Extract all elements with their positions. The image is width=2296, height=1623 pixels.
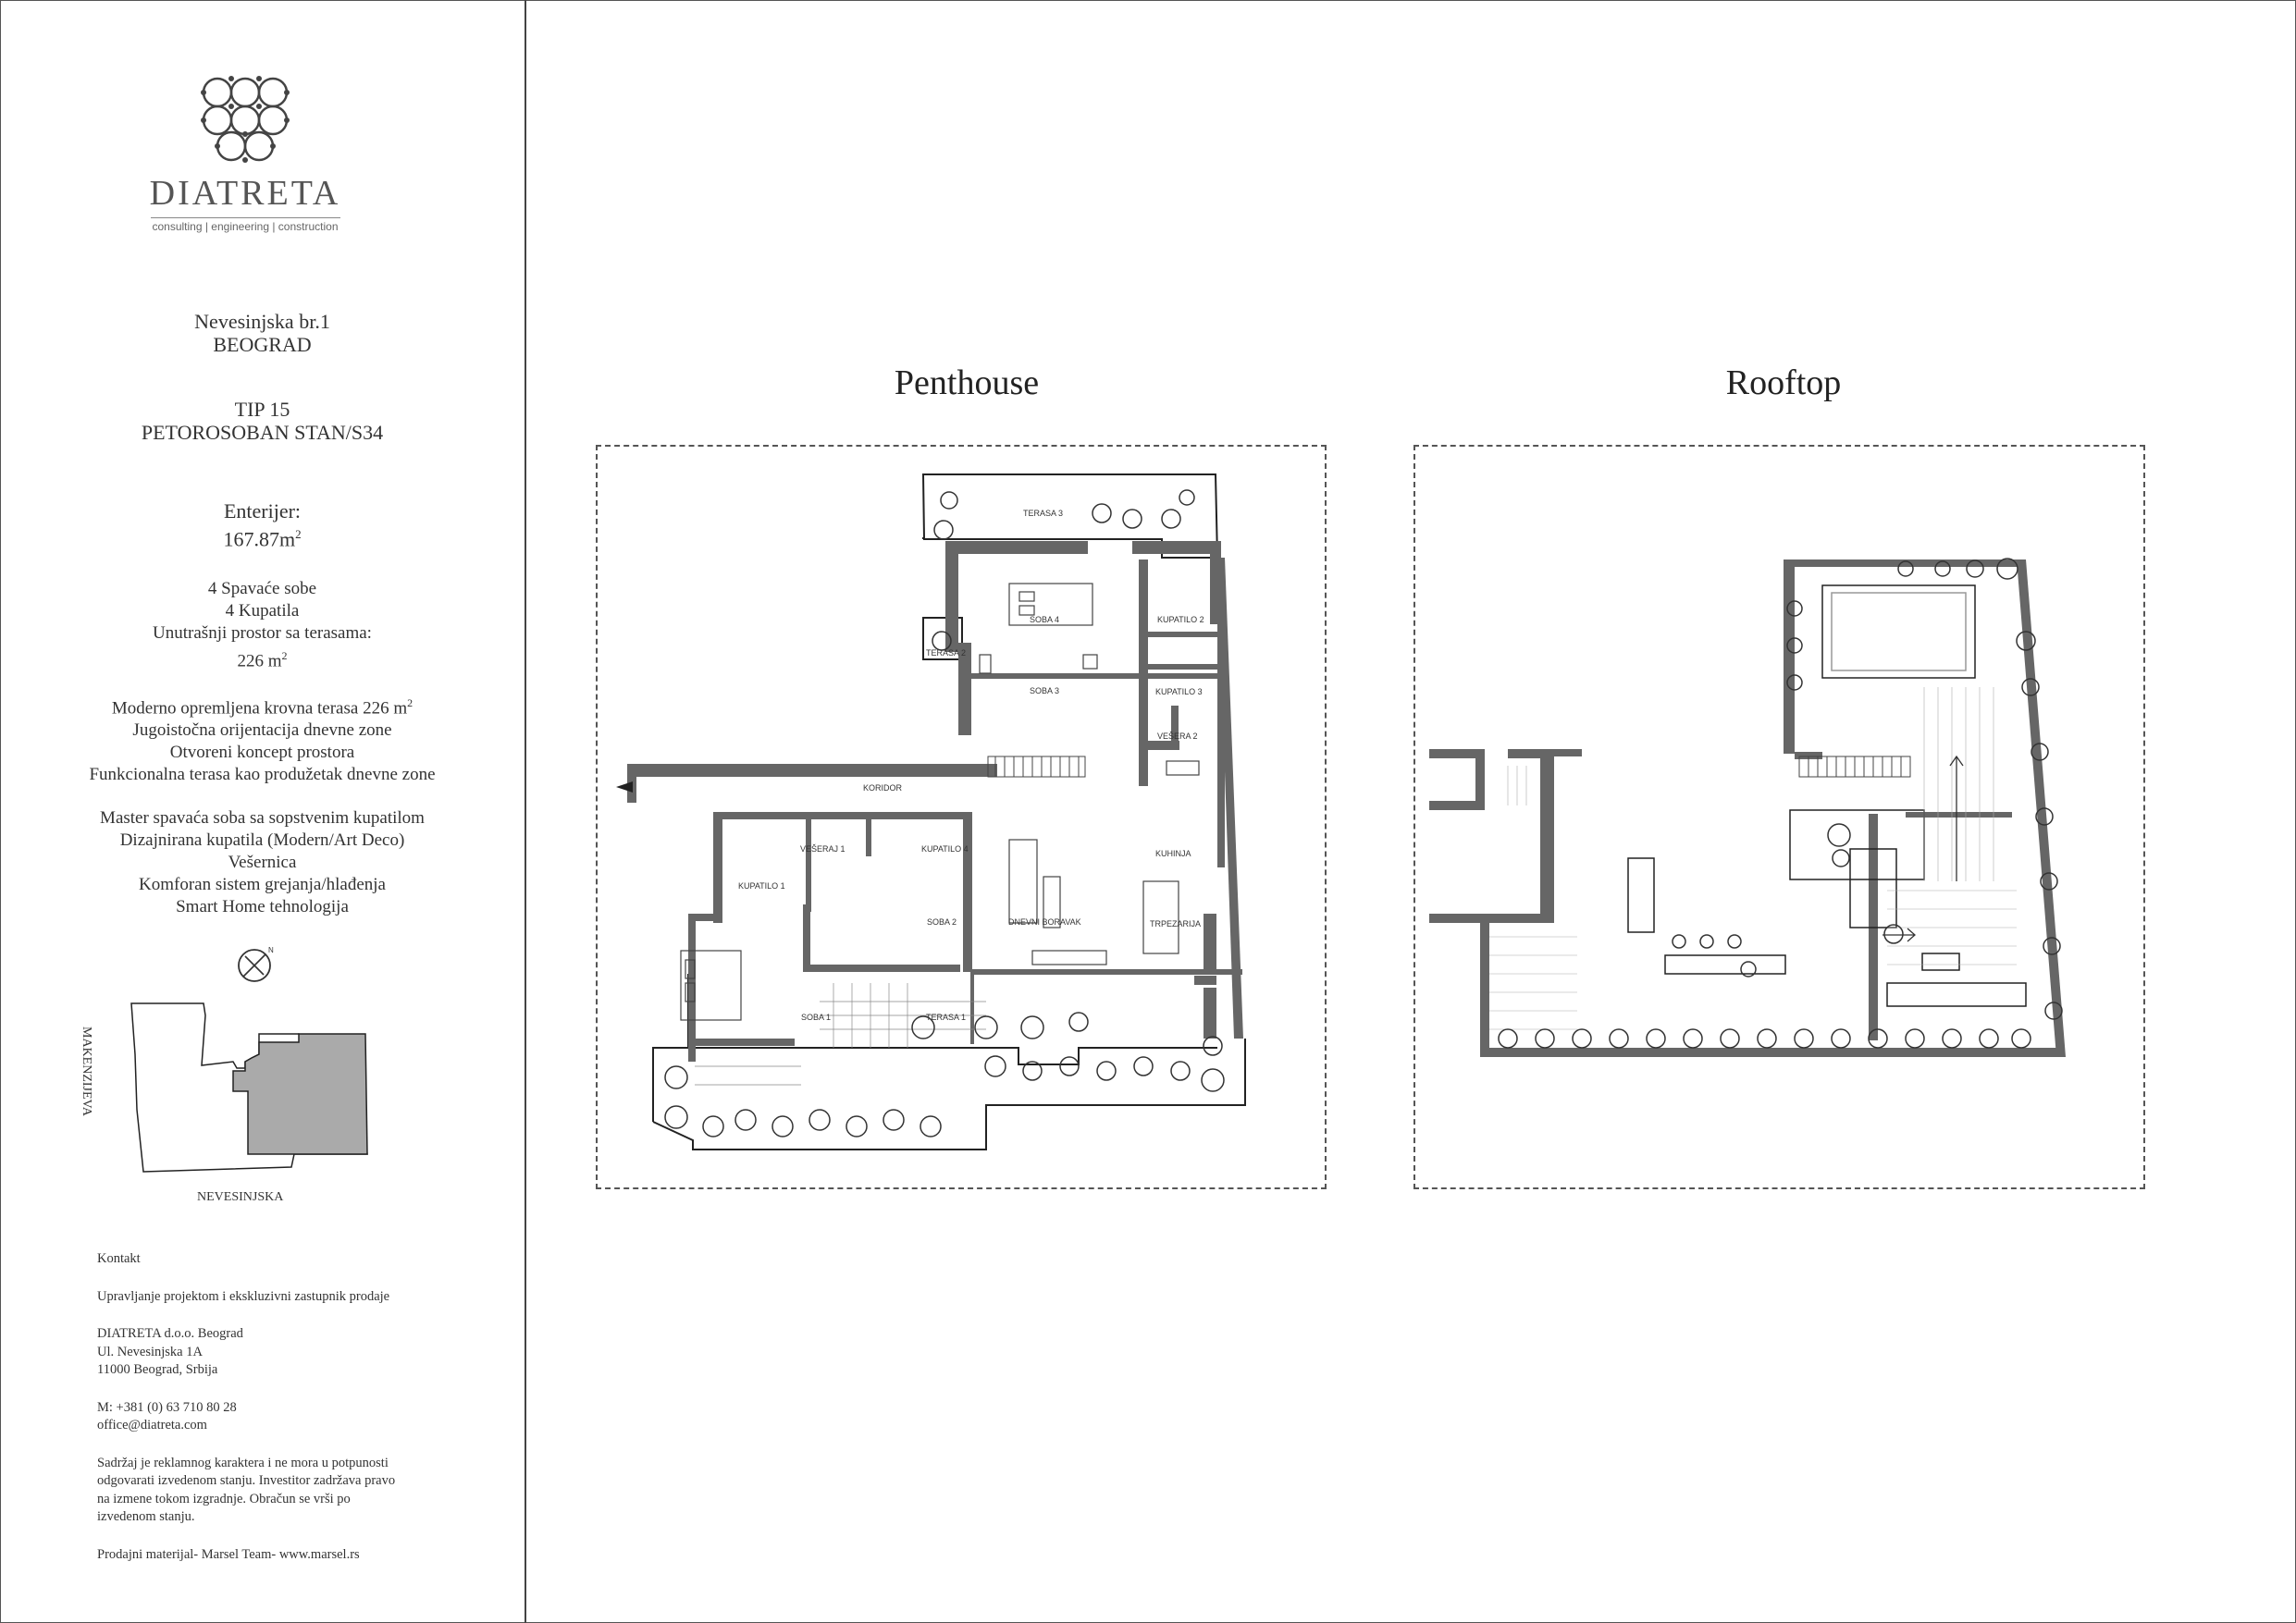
address-city: BEOGRAD xyxy=(213,333,312,356)
contact-phone[interactable]: M: +381 (0) 63 710 80 28 xyxy=(97,1399,237,1415)
diatreta-rings-icon xyxy=(199,74,291,162)
penthouse-plan-box xyxy=(596,445,1327,1189)
brand-logo xyxy=(139,74,352,240)
rooms-block xyxy=(0,578,525,672)
sales-note: Prodajni materijal- Marsel Team- www.marsel.rs xyxy=(97,1546,360,1562)
street-label-makenzijeva: MAKENZIJEVA xyxy=(80,1027,93,1116)
total-area-sup: 2 xyxy=(281,649,288,662)
bathrooms-count: 4 Kupatila xyxy=(225,601,300,621)
features-block-2 xyxy=(0,807,525,918)
contact-street: Ul. Nevesinjska 1A xyxy=(97,1344,203,1359)
feature-orientation: Jugoistočna orijentacija dnevne zone xyxy=(132,720,392,741)
area-unit-sup: 2 xyxy=(295,527,302,541)
room-label: SOBA 2 xyxy=(927,917,957,927)
features-block-1 xyxy=(0,692,525,786)
room-label: TRPEZARIJA xyxy=(1150,919,1202,928)
pool xyxy=(1822,585,1975,678)
info-sidebar xyxy=(0,0,526,1623)
area-label: Enterijer: xyxy=(223,499,302,523)
room-label: KUPATILO 2 xyxy=(1157,615,1204,624)
contact-email[interactable]: office@diatreta.com xyxy=(97,1418,207,1432)
brand-divider xyxy=(151,217,340,218)
street-label-nevesinjska: NEVESINJSKA xyxy=(197,1190,284,1204)
room-label: KUPATILO 1 xyxy=(738,881,785,891)
disclaimer-line: na izmene tokom izgradnje. Obračun se vrši po xyxy=(97,1491,351,1506)
unit-block xyxy=(0,398,525,444)
disclaimer-line: odgovarati izvedenom stanju. Investitor zadržava pravo xyxy=(97,1473,396,1488)
room-label: SOBA 4 xyxy=(1030,615,1060,624)
north-arrow-icon xyxy=(239,946,274,981)
contact-management: Upravljanje projektom i ekskluzivni zastupnik prodaje xyxy=(97,1288,390,1304)
contact-company: DIATRETA d.o.o. Beograd xyxy=(97,1326,243,1341)
rooftop-plan-box xyxy=(1413,445,2145,1189)
room-label: VEŠERAJ 1 xyxy=(800,844,846,854)
unit-type: TIP 15 xyxy=(234,398,290,421)
bedrooms-count: 4 Spavaće sobe xyxy=(207,579,317,598)
room-label: KUPATILO 3 xyxy=(1155,687,1203,696)
feature-functional: Funkcionalna terasa kao produžetak dnevne zone xyxy=(89,765,436,785)
feature-terrace: Moderno opremljena krovna terasa 226 m xyxy=(111,698,408,719)
room-label: TERASA 1 xyxy=(926,1013,967,1022)
room-label: TERASA 3 xyxy=(1023,509,1064,518)
feature-concept: Otvoreni koncept prostora xyxy=(169,743,355,763)
rooftop-floor-plan xyxy=(1415,447,2143,1187)
room-label: KUHINJA xyxy=(1155,849,1191,858)
feature-terrace-sup: 2 xyxy=(407,696,414,709)
unit-name: PETOROSOBAN STAN/S34 xyxy=(141,421,384,444)
address-block xyxy=(0,310,525,356)
area-block xyxy=(0,499,525,550)
highlighted-unit-area xyxy=(233,1034,367,1154)
brand-tagline: consulting | engineering | construction xyxy=(152,220,339,233)
room-label: TERASA 2 xyxy=(926,648,967,658)
feature-item: Dizajnirana kupatila (Modern/Art Deco) xyxy=(119,830,405,850)
penthouse-title: Penthouse xyxy=(894,363,1040,402)
disclaimer-line: izvedenom stanju. xyxy=(97,1509,195,1524)
feature-item: Smart Home tehnologija xyxy=(176,897,349,916)
contact-block xyxy=(97,1250,449,1583)
feature-item: Komforan sistem grejanja/hlađenja xyxy=(139,875,386,894)
room-label: SOBA 1 xyxy=(801,1013,832,1022)
contact-heading: Kontakt xyxy=(97,1251,141,1266)
room-label: KORIDOR xyxy=(863,783,903,793)
room-label: SOBA 3 xyxy=(1030,686,1060,695)
total-area-label: Unutrašnji prostor sa terasama: xyxy=(153,623,372,643)
feature-item: Master spavaća soba sa sopstvenim kupatilom xyxy=(100,808,425,828)
location-key-map xyxy=(74,946,398,1204)
brand-name: DIATRETA xyxy=(149,174,341,213)
room-label: KUPATILO 4 xyxy=(921,844,969,854)
entrance-arrow-icon xyxy=(616,781,633,793)
north-label: N xyxy=(268,946,274,954)
feature-item: Vešernica xyxy=(228,853,297,872)
rooftop-title: Rooftop xyxy=(1725,363,1842,402)
room-label: VEŠERA 2 xyxy=(1157,732,1198,741)
room-label: DNEVNI BORAVAK xyxy=(1008,917,1081,927)
disclaimer-line: Sadržaj je reklamnog karaktera i ne mora u potpunosti xyxy=(97,1455,389,1470)
area-value: 167.87m xyxy=(223,527,296,551)
total-area-value: 226 m xyxy=(237,651,282,671)
penthouse-floor-plan xyxy=(598,447,1325,1187)
address-street: Nevesinjska br.1 xyxy=(194,310,330,333)
contact-city: 11000 Beograd, Srbija xyxy=(97,1362,218,1377)
